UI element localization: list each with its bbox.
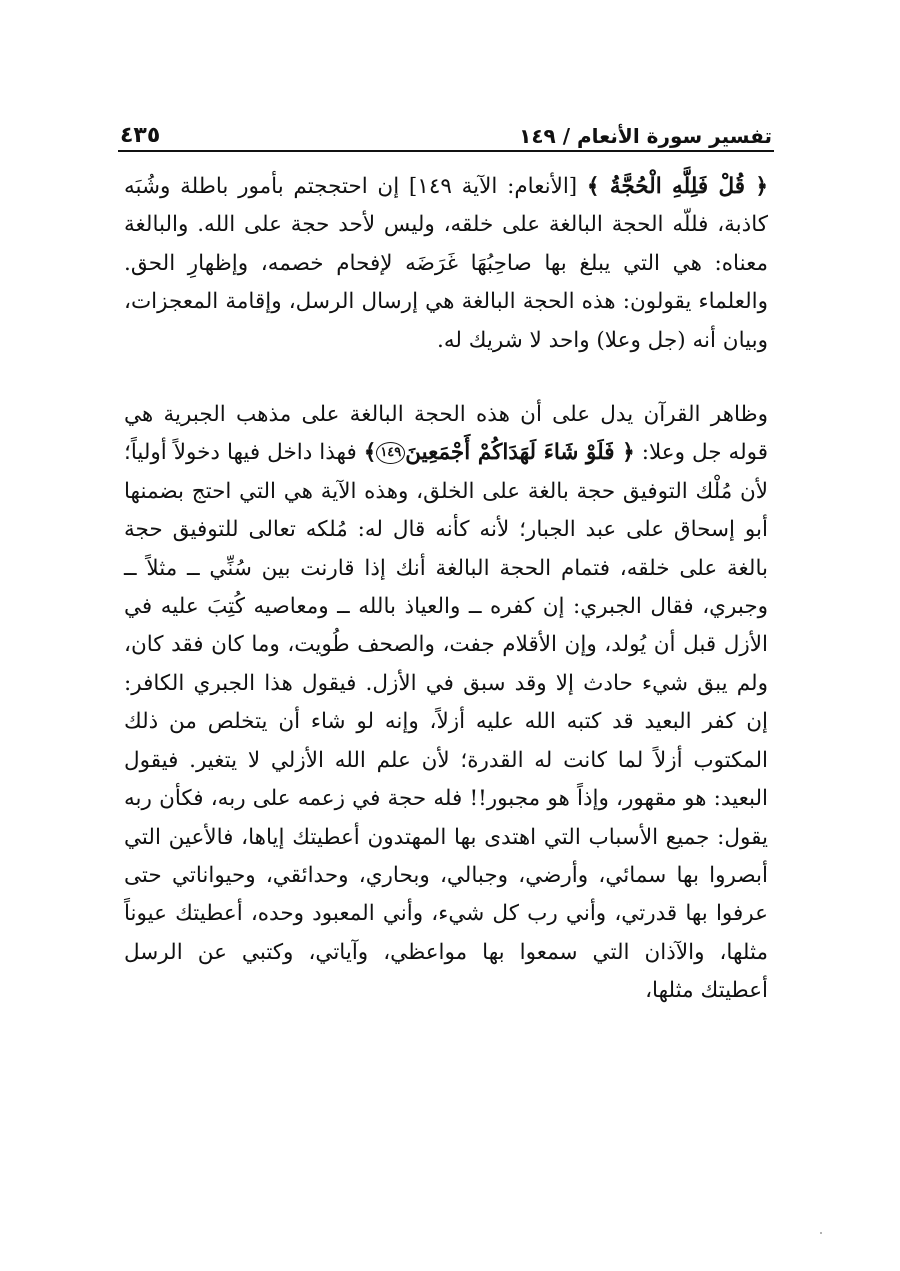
scan-speck xyxy=(820,1232,822,1234)
body-text xyxy=(124,168,768,1011)
quran-verse-close: ﴾ xyxy=(363,440,377,466)
header-title: تفسير سورة الأنعام / ١٤٩ xyxy=(519,124,772,148)
header-divider xyxy=(118,150,774,152)
paragraph-text: فهذا داخل فيها دخولاً أولياً؛ لأن مُلْك التوفيق حجة بالغة على الخلق، وهذه الآية هي التي احتج بضمنها أبو إسحاق على عبد الجبار؛ لأنه كأنه قال له: مُلكه تعالى للتوفيق حجة بالغة على خلقه، فتمام الحجة البالغة أنك إذا قارنت بين سُنِّي ــ مثلاً ــ وجبري، فقال الجبري: إن كفره ــ والعياذ بالله ــ ومعاصيه كُتِبَ عليه في الأزل قبل أن يُولد، وإن الأقلام جفت، والصحف طُويت، وما كان فقد كان، ولم يبق شيء حادث إلا وقد سبق في الأزل. فيقول هذا الجبري الكافر: إن كفر البعيد قد كتبه الله عليه أزلاً، وإنه لو شاء أن يتخلص من ذلك المكتوب أزلاً لما كانت له القدرة؛ لأن علم الله الأزلي لا يتغير. فيقول البعيد: هو مقهور، وإذاً هو مجبور!! فله حجة في زعمه على ربه، فكأن ربه يقول: جميع الأسباب التي اهتدى بها المهتدون أعطيتك إياها، فالأعين التي أبصروا بها سمائي، وأرضي، وجبالي، وبحاري، وحدائقي، وحيواناتي حتى عرفوا بها قدرتي، وأني رب كل شيء، وأني المعبود وحده، أعطيتك عيوناً مثلها، والآذان التي سمعوا بها مواعظي، وآياتي، وكتبي عن الرسل أعطيتك مثلها، xyxy=(124,440,768,1004)
paragraph-1 xyxy=(124,168,768,360)
ayah-number-marker: ١٤٩ xyxy=(376,442,405,464)
running-header xyxy=(120,108,772,148)
paragraph-2 xyxy=(124,396,768,1011)
paragraph-text: [الأنعام: الآية ١٤٩] إن احتججتم بأمور باطلة وشُبَه كاذبة، فللّه الحجة البالغة على خلقه، وليس لأحد حجة على الله. والبالغة معناه: هي التي يبلغ بها صاحِبُهَا غَرَضَه لإفحام خصمه، وإظهارِ الحق. والعلماء يقولون: هذه الحجة البالغة هي إرسال الرسل، وإقامة المعجزات، وبيان أنه (جل وعلا) واحد لا شريك له. xyxy=(124,174,768,353)
page-number: ٤٣٥ xyxy=(120,123,161,148)
paragraph-text: وظاهر القرآن يدل على أن هذه الحجة البالغة على مذهب الجبرية هي قوله جل وعلا: xyxy=(124,402,769,466)
quran-verse: ﴿ قُلْ فَلِلَّهِ الْحُجَّةُ ﴾ xyxy=(586,174,768,199)
quran-verse: ﴿ فَلَوْ شَاءَ لَهَدَاكُمْ أَجْمَعِينَ xyxy=(405,440,635,466)
